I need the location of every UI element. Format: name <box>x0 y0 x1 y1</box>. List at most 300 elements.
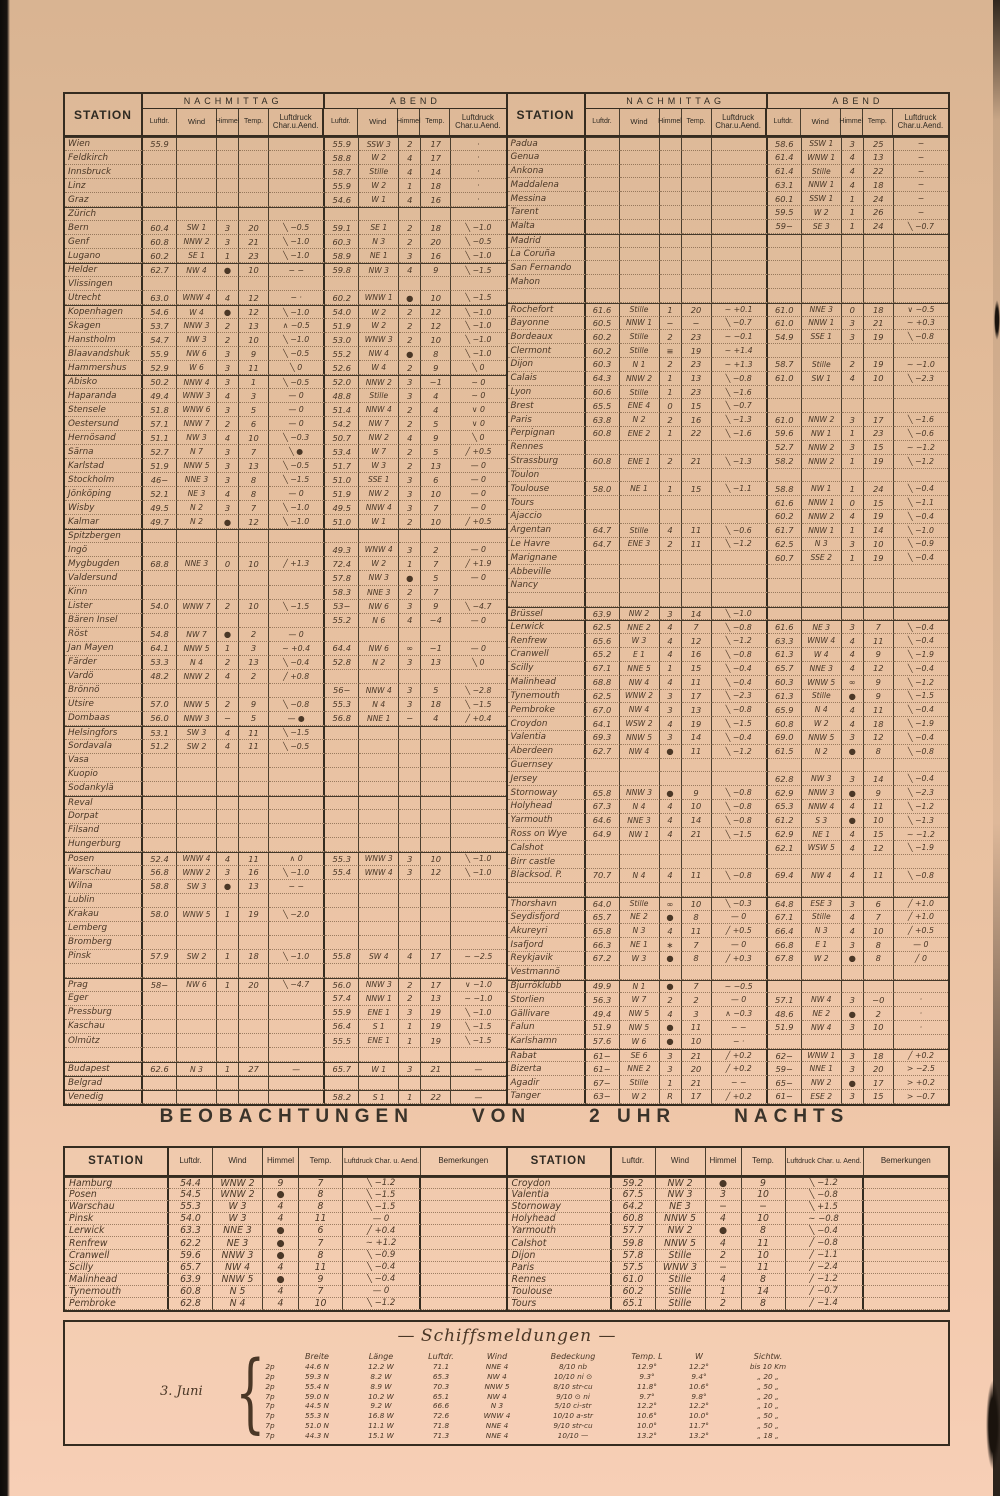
value-cell: 11.1 W <box>368 1421 394 1431</box>
value-cell: 50.7 <box>325 431 359 445</box>
value-cell: 4 <box>842 717 864 731</box>
value-cell: 53.7 <box>143 319 177 333</box>
value-cell: WNW 4 <box>177 852 217 866</box>
col-himmel: Himmel <box>706 1148 742 1175</box>
value-cell: 67− <box>586 1076 620 1090</box>
value-cell: 67.2 <box>586 952 620 966</box>
value-cell: 13 <box>682 703 712 717</box>
value-cell <box>842 261 864 275</box>
value-cell: 7 <box>239 445 269 459</box>
value-cell: N 3 <box>359 235 399 249</box>
value-cell <box>239 1090 269 1104</box>
value-cell: NE 3 <box>656 1201 706 1213</box>
value-cell <box>682 165 712 179</box>
station-cell: Strassburg <box>508 455 586 469</box>
value-cell: 14 <box>682 731 712 745</box>
value-cell <box>660 165 682 179</box>
value-cell: 13.2° <box>637 1430 657 1440</box>
value-cell: WNW 2 <box>177 866 217 880</box>
station-cell: Tours <box>508 496 586 510</box>
value-cell: NNW 2 <box>359 375 399 389</box>
table-row <box>508 413 949 427</box>
col-time <box>255 1352 285 1361</box>
value-cell: 55.2 <box>325 614 359 628</box>
value-cell: ╲ −1.0 <box>269 950 325 964</box>
table-row <box>65 810 506 824</box>
value-cell: 58.7 <box>768 358 802 372</box>
value-cell <box>802 565 842 579</box>
value-cell: NNW 3 <box>177 712 217 726</box>
value-cell: 59.0 N <box>304 1391 330 1401</box>
value-cell: 10 <box>239 557 269 571</box>
value-cell <box>682 551 712 565</box>
table-body-left <box>65 137 506 1104</box>
value-cell: N 3 <box>177 1062 217 1076</box>
value-cell: 17 <box>421 978 451 992</box>
value-cell: ╲ −1.6 <box>712 427 768 441</box>
col-sichtw: Sichtw. <box>753 1352 783 1361</box>
value-cell: 11 <box>682 676 712 690</box>
value-cell <box>451 922 505 936</box>
value-cell: 8 <box>299 1189 343 1201</box>
value-cell <box>712 206 768 220</box>
value-cell <box>239 992 269 1006</box>
value-cell <box>768 261 802 275</box>
value-cell <box>177 922 217 936</box>
value-cell <box>399 768 421 782</box>
value-cell: 4 <box>421 403 451 417</box>
value-cell: 16.8 W <box>368 1411 394 1421</box>
station-cell: Argentan <box>508 524 586 538</box>
value-cell: NNW 5 <box>620 731 660 745</box>
value-cell: 64.4 <box>325 642 359 656</box>
value-cell <box>586 510 620 524</box>
value-cell: — 0 <box>451 543 505 557</box>
table-row <box>65 375 506 389</box>
value-cell: 10 <box>864 538 894 552</box>
table-row <box>508 206 949 220</box>
value-cell: 9 <box>864 676 894 690</box>
value-cell: 10 <box>421 487 451 501</box>
value-cell: − <box>894 206 948 220</box>
value-cell <box>864 593 894 607</box>
value-cell: 4 <box>399 193 421 207</box>
station-cell: Hungerburg <box>65 838 143 852</box>
value-cell: ╲ −0.8 <box>712 372 768 386</box>
value-cell: 12.2° <box>689 1362 709 1371</box>
value-cell: 56.3 <box>586 993 620 1007</box>
value-cell <box>269 179 325 193</box>
value-cell <box>768 289 802 303</box>
value-cell <box>269 165 325 179</box>
value-cell <box>217 838 239 852</box>
value-cell: ╲ −1.2 <box>894 455 948 469</box>
value-cell <box>399 1076 421 1090</box>
table-row <box>65 529 506 543</box>
col-breite: Breite <box>305 1352 329 1361</box>
value-cell <box>451 936 505 950</box>
value-cell: 27 <box>239 1062 269 1076</box>
station-cell: Renfrew <box>508 634 586 648</box>
value-cell <box>421 1048 451 1062</box>
col-char: Luftdruck Char.u.Aend. <box>712 109 767 135</box>
station-cell: Lerwick <box>65 1225 169 1237</box>
value-cell: — 0 <box>269 417 325 431</box>
value-cell <box>660 759 682 773</box>
value-cell: 59.6 <box>169 1250 213 1262</box>
station-cell: Valentia <box>508 731 586 745</box>
value-cell <box>682 855 712 869</box>
value-cell <box>842 966 864 980</box>
value-cell: 1 <box>706 1286 742 1298</box>
value-cell <box>359 754 399 768</box>
value-cell: — <box>451 1090 505 1104</box>
value-cell: W 1 <box>359 193 399 207</box>
value-cell: 49.9 <box>586 980 620 994</box>
value-cell: 3 <box>842 772 864 786</box>
value-cell: 67.3 <box>586 800 620 814</box>
value-cell: 7 <box>682 620 712 634</box>
value-cell: − − <box>269 263 325 277</box>
value-cell: 8 <box>742 1298 786 1310</box>
value-cell <box>451 586 505 600</box>
table-row <box>508 869 949 883</box>
value-cell: ENE 1 <box>359 1006 399 1020</box>
value-cell: ╱ +0.3 <box>712 952 768 966</box>
value-cell: ╲ −0.8 <box>712 703 768 717</box>
station-cell: Paris <box>508 413 586 427</box>
table-header <box>508 1148 949 1177</box>
value-cell <box>177 207 217 221</box>
value-cell: 2 <box>399 459 421 473</box>
value-cell: 19 <box>682 344 712 358</box>
value-cell: SSW 1 <box>802 192 842 206</box>
value-cell <box>421 726 451 740</box>
value-cell: 49.7 <box>143 515 177 529</box>
value-cell <box>421 207 451 221</box>
value-cell <box>177 529 217 543</box>
table-row <box>508 151 949 165</box>
value-cell: − <box>894 178 948 192</box>
station-cell: Jersey <box>508 772 586 786</box>
value-cell: 3 <box>217 361 239 375</box>
value-cell: 4 <box>706 1213 742 1225</box>
value-cell <box>143 922 177 936</box>
value-cell: 12 <box>864 662 894 676</box>
station-cell: Genf <box>65 235 143 249</box>
value-cell <box>217 684 239 698</box>
value-cell: WNW 3 <box>656 1262 706 1274</box>
station-cell: Ross on Wye <box>508 828 586 842</box>
value-cell <box>768 234 802 248</box>
value-cell: 64.3 <box>586 372 620 386</box>
value-cell <box>143 179 177 193</box>
title-word: 2 UHR <box>589 1106 677 1127</box>
value-cell: 62.9 <box>768 786 802 800</box>
value-cell: ╱ +0.5 <box>451 515 505 529</box>
table-row <box>65 445 506 459</box>
value-cell <box>421 768 451 782</box>
value-cell <box>239 754 269 768</box>
value-cell <box>842 607 864 621</box>
value-cell <box>620 883 660 897</box>
col-temp: Temp. <box>863 109 893 135</box>
table-row <box>508 703 949 717</box>
value-cell: — 0 <box>269 403 325 417</box>
value-cell <box>399 628 421 642</box>
value-cell <box>586 137 620 151</box>
value-cell: 12 <box>864 841 894 855</box>
value-cell: NNW 5 <box>177 459 217 473</box>
value-cell <box>768 469 802 483</box>
table-row <box>65 1090 506 1104</box>
value-cell: NW 2 <box>359 431 399 445</box>
value-cell: 4 <box>706 1237 742 1249</box>
value-cell <box>451 768 505 782</box>
station-cell: Ajaccio <box>508 510 586 524</box>
value-cell <box>586 966 620 980</box>
value-cell: 60.3 <box>586 358 620 372</box>
value-cell: ∨ −1.0 <box>451 978 505 992</box>
value-cell: 57.8 <box>612 1250 656 1262</box>
value-cell: 3 <box>842 538 864 552</box>
table-row <box>255 1372 915 1382</box>
table-row <box>65 473 506 487</box>
value-cell <box>842 344 864 358</box>
value-cell: 10 <box>742 1189 786 1201</box>
value-cell <box>143 964 177 978</box>
value-cell: ∞ <box>660 897 682 911</box>
value-cell: 1 <box>842 455 864 469</box>
value-cell: 60.8 <box>612 1213 656 1225</box>
value-cell: NNW 1 <box>802 178 842 192</box>
table-row <box>65 964 506 978</box>
col-temp: Temp. <box>239 109 269 135</box>
value-cell <box>712 551 768 565</box>
value-cell: NNE 3 <box>177 557 217 571</box>
table-row <box>508 634 949 648</box>
value-cell <box>325 740 359 754</box>
value-cell <box>451 964 505 978</box>
table-row <box>508 593 949 607</box>
value-cell: 69.3 <box>586 731 620 745</box>
value-cell: 1 <box>842 482 864 496</box>
value-cell: 66.6 <box>432 1401 450 1411</box>
value-cell <box>682 234 712 248</box>
station-cell: Kinn <box>65 586 143 600</box>
value-cell: 4 <box>842 178 864 192</box>
value-cell <box>217 137 239 151</box>
value-cell: 5 <box>421 571 451 585</box>
value-cell: 4 <box>660 869 682 883</box>
value-cell: ∼ −0.1 <box>712 330 768 344</box>
value-cell <box>399 894 421 908</box>
value-cell <box>451 1048 505 1062</box>
station-cell: Akureyri <box>508 924 586 938</box>
value-cell <box>768 883 802 897</box>
value-cell: 4 <box>660 828 682 842</box>
value-cell <box>586 220 620 234</box>
value-cell: 2 <box>399 361 421 375</box>
value-cell: 3 <box>660 1049 682 1063</box>
station-cell: Haparanda <box>65 389 143 403</box>
value-cell: 2 <box>399 221 421 235</box>
value-cell: 9 <box>742 1177 786 1189</box>
value-cell <box>682 289 712 303</box>
station-cell: Toulouse <box>508 1286 612 1298</box>
value-cell: ╲ −1.5 <box>712 828 768 842</box>
value-cell <box>325 936 359 950</box>
value-cell: 11.7° <box>689 1421 709 1431</box>
value-cell: ╱ −1.4 <box>786 1298 864 1310</box>
station-cell: Jönköping <box>65 487 143 501</box>
station-header: STATION <box>508 94 586 135</box>
station-cell: Agadir <box>508 1076 586 1090</box>
value-cell: 63.9 <box>169 1274 213 1286</box>
value-cell: ● <box>842 1007 864 1021</box>
value-cell: · <box>451 137 505 151</box>
value-cell: N 4 <box>620 869 660 883</box>
value-cell: — 0 <box>451 571 505 585</box>
table-row <box>508 538 949 552</box>
value-cell: 69.4 <box>768 869 802 883</box>
value-cell: − <box>217 712 239 726</box>
value-cell <box>421 810 451 824</box>
value-cell <box>177 179 217 193</box>
value-cell: 4 <box>263 1213 299 1225</box>
value-cell <box>842 980 864 994</box>
value-cell: ∧ 0 <box>269 852 325 866</box>
value-cell: 24 <box>864 192 894 206</box>
station-cell: Karlshamn <box>508 1035 586 1049</box>
value-cell: Stille <box>802 358 842 372</box>
value-cell <box>143 1076 177 1090</box>
value-cell: 55.8 <box>325 950 359 964</box>
value-cell <box>586 565 620 579</box>
value-cell: 1 <box>660 303 682 317</box>
value-cell: ╲ −1.5 <box>269 473 325 487</box>
value-cell <box>894 1035 948 1049</box>
station-cell: Stockholm <box>65 473 143 487</box>
value-cell: NW 4 <box>359 347 399 361</box>
value-cell: 54.6 <box>143 305 177 319</box>
value-cell: 12 <box>239 515 269 529</box>
value-cell: 20 <box>421 235 451 249</box>
value-cell: 62.7 <box>586 745 620 759</box>
table-row <box>508 800 949 814</box>
value-cell <box>894 234 948 248</box>
value-cell <box>217 824 239 838</box>
value-cell <box>239 1048 269 1062</box>
table-row <box>508 855 949 869</box>
value-cell: 15 <box>864 828 894 842</box>
value-cell: 50.2 <box>143 375 177 389</box>
value-cell: 11 <box>864 634 894 648</box>
value-cell: 56− <box>325 684 359 698</box>
value-cell: 4 <box>842 634 864 648</box>
value-cell: 14 <box>682 607 712 621</box>
value-cell: 9 <box>864 690 894 704</box>
value-cell <box>269 1020 325 1034</box>
value-cell: 56.4 <box>325 1020 359 1034</box>
station-cell: Dijon <box>508 1250 612 1262</box>
value-cell: 7 <box>299 1237 343 1249</box>
value-cell: „ 20 „ <box>757 1371 779 1381</box>
value-cell: ∼ −1.2 <box>894 441 948 455</box>
value-cell: · <box>451 165 505 179</box>
value-cell <box>682 220 712 234</box>
value-cell: ENE 3 <box>620 538 660 552</box>
table-row <box>65 950 506 964</box>
value-cell <box>712 275 768 289</box>
value-cell: 3 <box>399 543 421 557</box>
col-luftdr: Luftdr. <box>169 1148 213 1175</box>
value-cell: ╲ 0 <box>451 361 505 375</box>
value-cell: 15 <box>682 399 712 413</box>
value-cell: ╲ −0.4 <box>894 731 948 745</box>
table-row <box>255 1392 915 1402</box>
value-cell <box>217 1048 239 1062</box>
value-cell: 3 <box>217 235 239 249</box>
table-row <box>65 207 506 221</box>
value-cell <box>269 754 325 768</box>
value-cell <box>864 1189 949 1201</box>
value-cell: WNW 2 <box>213 1177 263 1189</box>
value-cell: 49.5 <box>143 501 177 515</box>
col-char: Luftdruck Char.u.Aend. <box>897 112 944 130</box>
value-cell: — ● <box>269 712 325 726</box>
value-cell: · <box>894 1021 948 1035</box>
value-cell <box>712 579 768 593</box>
value-cell: 9 <box>239 347 269 361</box>
table-row <box>65 768 506 782</box>
value-cell: 4 <box>217 740 239 754</box>
value-cell <box>768 1035 802 1049</box>
value-cell: — 0 <box>451 614 505 628</box>
value-cell <box>712 220 768 234</box>
table-row <box>508 966 949 980</box>
value-cell: 55.4 N <box>304 1381 330 1391</box>
value-cell <box>864 469 894 483</box>
station-cell: Kopenhagen <box>65 305 143 319</box>
value-cell <box>712 510 768 524</box>
value-cell: ╲ −1.3 <box>712 413 768 427</box>
value-cell: 2 <box>399 305 421 319</box>
value-cell: 0 <box>842 303 864 317</box>
value-cell <box>660 178 682 192</box>
value-cell <box>143 684 177 698</box>
value-cell: 55.9 <box>143 137 177 151</box>
col-laenge: Länge <box>368 1352 394 1361</box>
value-cell <box>269 277 325 291</box>
value-cell: ╲ −1.2 <box>712 634 768 648</box>
value-cell: 65.7 <box>586 911 620 925</box>
value-cell: 3 <box>239 389 269 403</box>
value-cell: — 0 <box>451 473 505 487</box>
value-cell <box>421 894 451 908</box>
ships-header <box>255 1352 915 1361</box>
value-cell: 7 <box>421 586 451 600</box>
station-cell: Lister <box>65 600 143 614</box>
station-cell: Storlien <box>508 993 586 1007</box>
station-cell: Warschau <box>65 1201 169 1213</box>
value-cell: NE 1 <box>620 938 660 952</box>
value-cell <box>586 289 620 303</box>
value-cell: 55.3 N <box>304 1411 330 1421</box>
value-cell <box>269 922 325 936</box>
value-cell <box>421 754 451 768</box>
value-cell: 9.8° <box>691 1391 707 1401</box>
